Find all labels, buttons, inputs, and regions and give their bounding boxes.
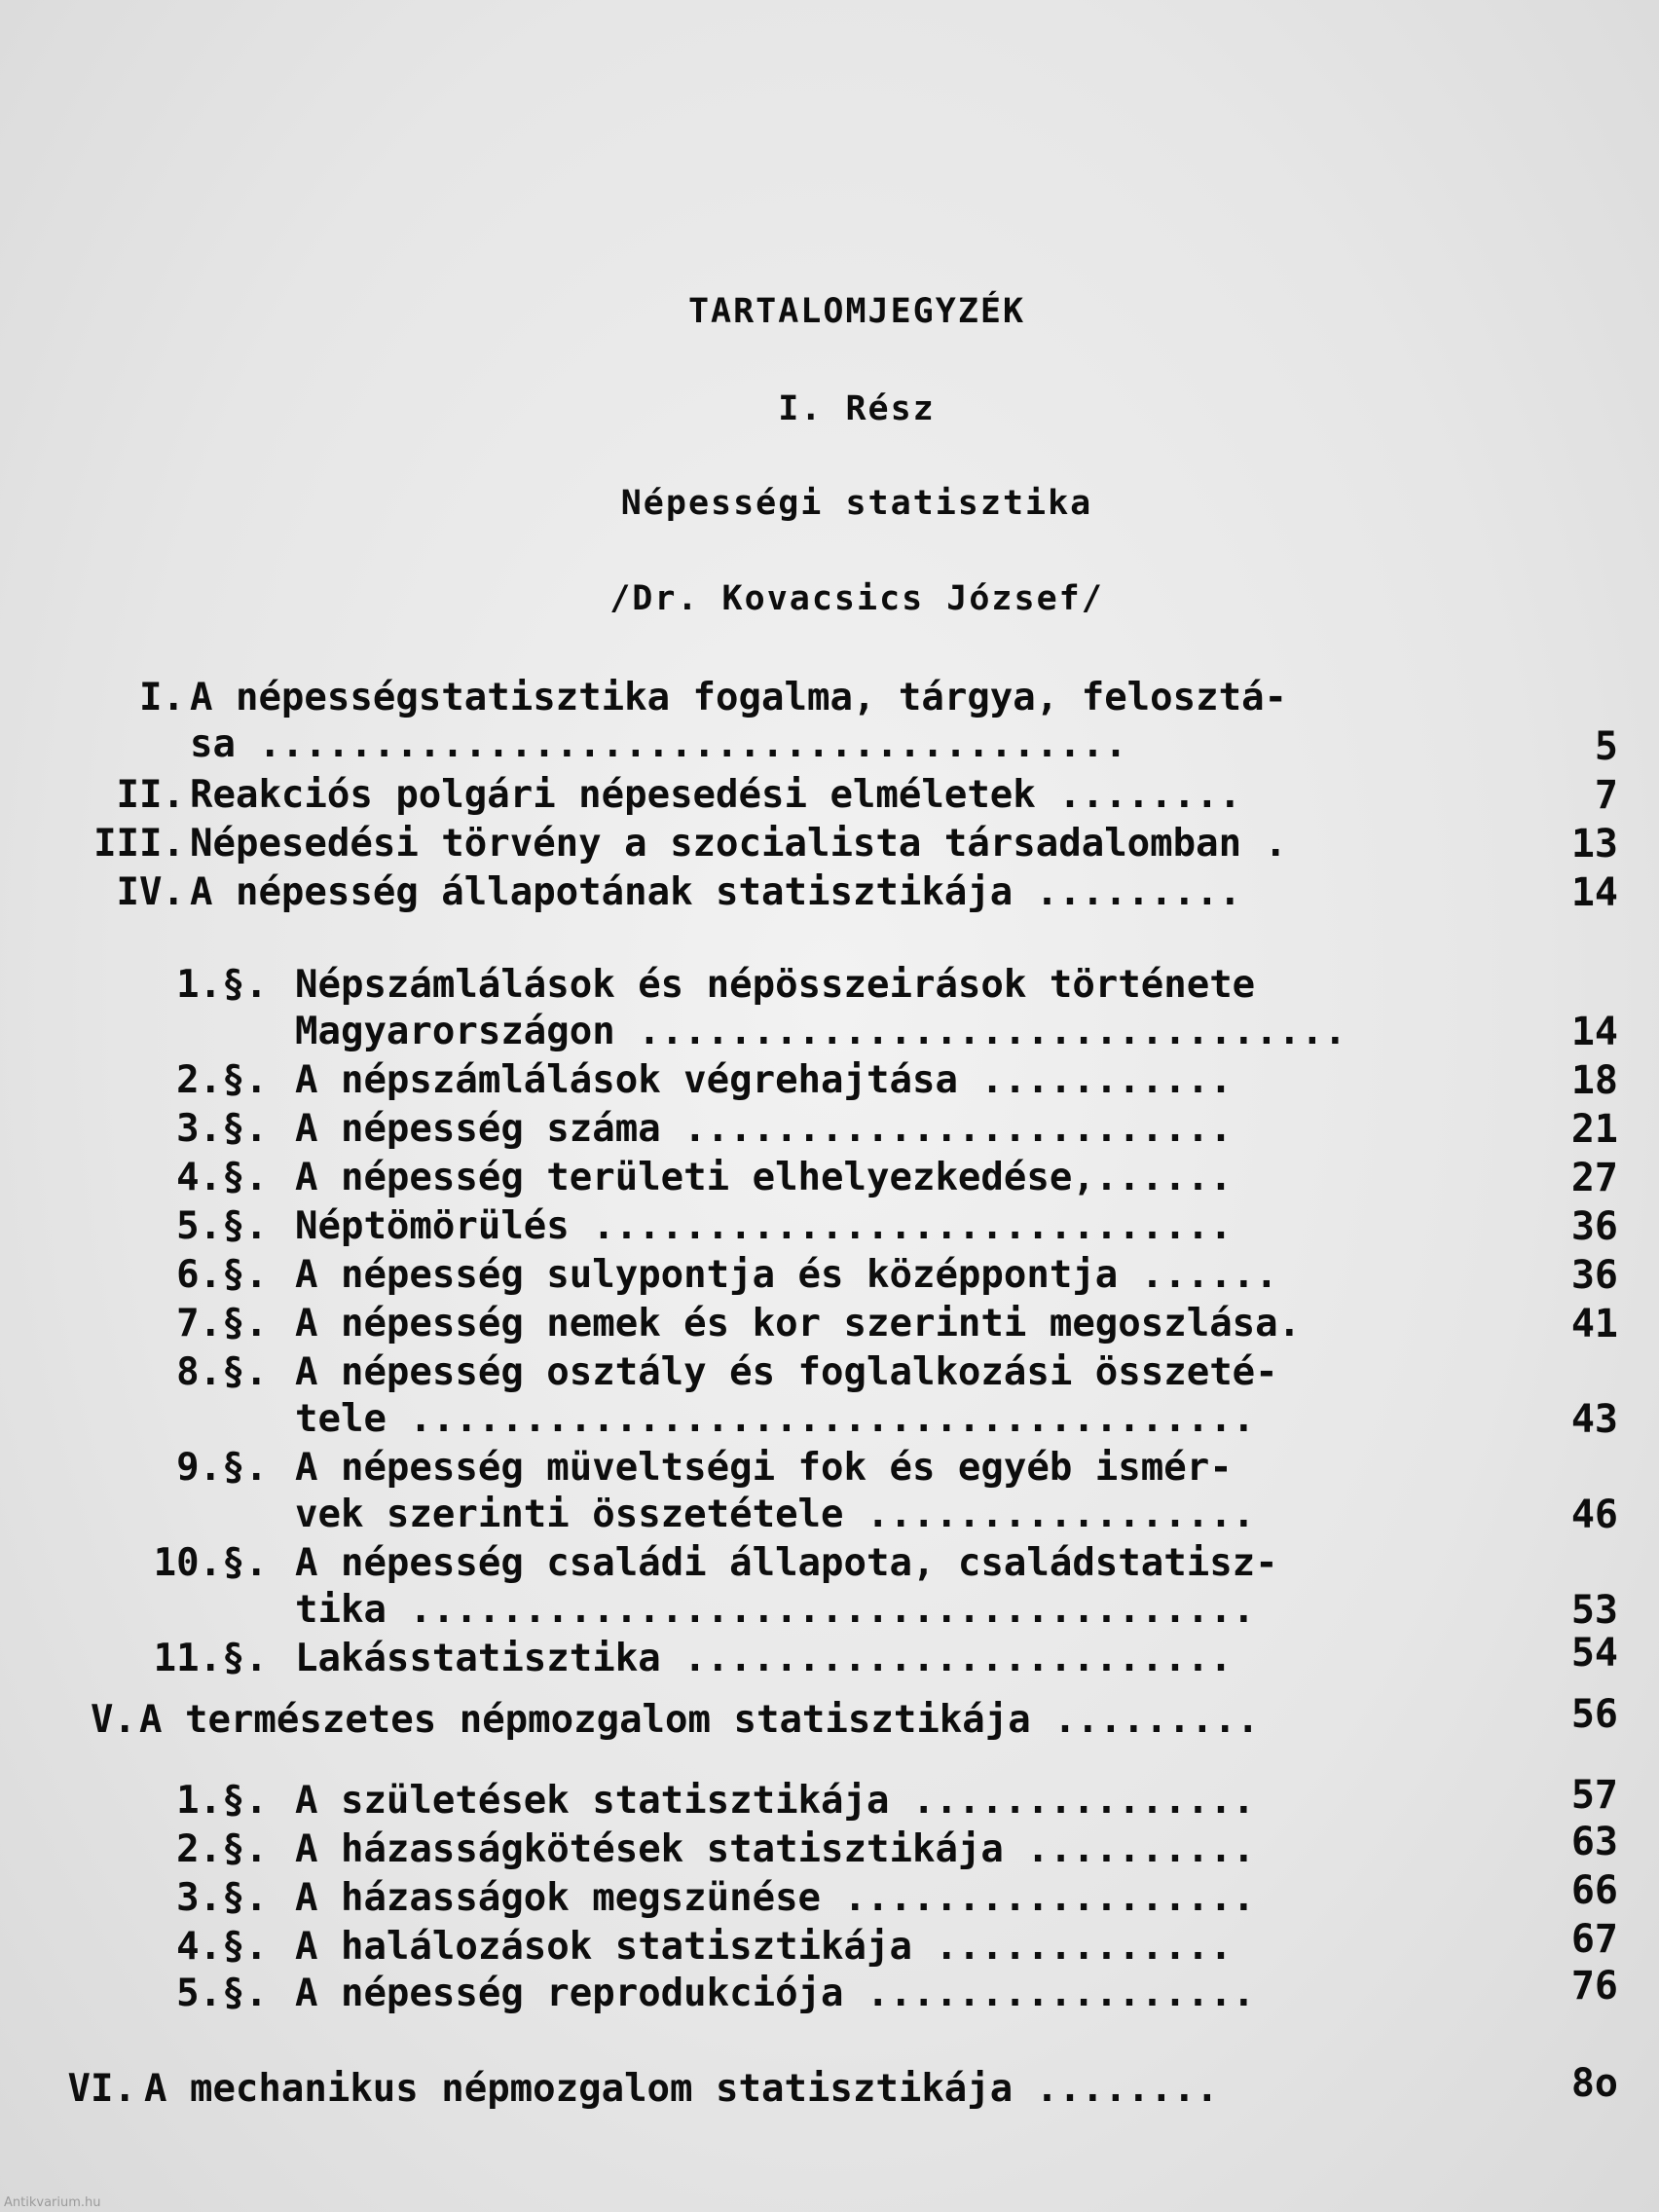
- entry-number: 6.§.: [176, 1253, 268, 1297]
- entry-title-line: A népesség állapotának statisztikája .........: [190, 870, 1242, 914]
- entry-number: 5.§.: [176, 1204, 268, 1248]
- entry-title-line: Lakásstatisztika ........................: [295, 1637, 1233, 1680]
- entry-page-number: 63: [1570, 1820, 1618, 1864]
- entry-title-line: tika .....................................: [295, 1588, 1256, 1632]
- entry-number: 7.§.: [176, 1302, 268, 1346]
- entry-title-line: A természetes népmozgalom statisztikája .........: [139, 1698, 1260, 1742]
- entry-title-line: sa ......................................: [190, 722, 1127, 766]
- entry-title-line: A népszámlálások végrehajtása ...........: [295, 1058, 1233, 1102]
- entry-number: 5.§.: [176, 1972, 268, 2015]
- entry-number: 3.§.: [176, 1107, 268, 1151]
- entry-title-line: A népesség száma ........................: [295, 1107, 1233, 1151]
- entry-page-number: 54: [1570, 1631, 1618, 1676]
- entry-title-line: Magyarországon ...............................: [295, 1010, 1347, 1053]
- entry-title-line: A népesség müveltségi fok és egyéb ismér-: [295, 1446, 1233, 1490]
- entry-title-line: Népesedési törvény a szocialista társadalomban .: [190, 822, 1288, 866]
- entry-number: 4.§.: [176, 1925, 268, 1969]
- entry-page-number: 36: [1570, 1204, 1618, 1249]
- entry-title-line: Néptömörülés ............................: [295, 1204, 1233, 1248]
- author-line: /Dr. Kovacsics József/: [609, 579, 1104, 618]
- entry-page-number: 41: [1570, 1302, 1618, 1346]
- entry-title-line: A születések statisztikája ...............: [295, 1779, 1256, 1823]
- entry-title-line: Népszámlálások és népösszeirások története: [295, 963, 1256, 1007]
- entry-title-line: A népesség sulypontja és középpontja ......: [295, 1253, 1278, 1297]
- entry-title-line: tele .....................................: [295, 1397, 1256, 1441]
- entry-title-line: A népesség családi állapota, családstatisz-: [295, 1541, 1278, 1585]
- entry-number: 2.§.: [176, 1058, 268, 1102]
- entry-number: 1.§.: [176, 963, 268, 1007]
- entry-number: 2.§.: [176, 1827, 268, 1871]
- entry-title-line: Reakciós polgári népesedési elméletek ........: [190, 773, 1242, 817]
- entry-page-number: 57: [1570, 1773, 1618, 1818]
- entry-title-line: A mechanikus népmozgalom statisztikája ........: [144, 2067, 1219, 2111]
- entry-page-number: 14: [1570, 870, 1618, 915]
- entry-title-line: A népességstatisztika fogalma, tárgya, felosztá-: [190, 676, 1288, 719]
- entry-number: III.: [93, 822, 185, 866]
- entry-page-number: 46: [1570, 1493, 1618, 1537]
- entry-page-number: 43: [1570, 1397, 1618, 1442]
- entry-number: V.: [91, 1698, 136, 1742]
- entry-page-number: 66: [1570, 1868, 1618, 1913]
- entry-number: VI.: [67, 2067, 136, 2111]
- entry-number: II.: [116, 773, 185, 817]
- entry-number: IV.: [116, 870, 185, 914]
- entry-title-line: A házasságkötések statisztikája ..........: [295, 1827, 1256, 1871]
- entry-page-number: 7: [1594, 773, 1618, 818]
- entry-number: 3.§.: [176, 1876, 268, 1920]
- section-subtitle: Népességi statisztika: [620, 484, 1093, 523]
- entry-page-number: 18: [1570, 1058, 1618, 1103]
- watermark: Antikvarium.hu: [4, 2195, 101, 2210]
- entry-page-number: 27: [1570, 1156, 1618, 1200]
- entry-page-number: 5: [1594, 724, 1618, 769]
- toc-title: TARTALOMJEGYZÉK: [687, 292, 1026, 331]
- entry-title-line: vek szerinti összetétele .................: [295, 1493, 1256, 1536]
- entry-title-line: A népesség osztály és foglalkozási összeté-: [295, 1350, 1278, 1394]
- entry-title-line: A népesség területi elhelyezkedése,......: [295, 1156, 1233, 1199]
- part-heading: I. Rész: [778, 389, 936, 428]
- entry-page-number: 8o: [1570, 2061, 1618, 2106]
- entry-page-number: 13: [1570, 822, 1618, 866]
- entry-number: 4.§.: [176, 1156, 268, 1199]
- entry-number: I.: [139, 676, 185, 719]
- entry-number: 11.§.: [153, 1637, 268, 1680]
- entry-page-number: 14: [1570, 1010, 1618, 1054]
- entry-title-line: A népesség reprodukciója .................: [295, 1972, 1256, 2015]
- entry-page-number: 67: [1570, 1917, 1618, 1962]
- entry-number: 10.§.: [153, 1541, 268, 1585]
- entry-title-line: A házasságok megszünése ..................: [295, 1876, 1256, 1920]
- entry-page-number: 53: [1570, 1588, 1618, 1633]
- entry-title-line: A halálozások statisztikája .............: [295, 1925, 1233, 1969]
- entry-number: 8.§.: [176, 1350, 268, 1394]
- entry-page-number: 76: [1570, 1964, 1618, 2009]
- entry-number: 1.§.: [176, 1779, 268, 1823]
- entry-title-line: A népesség nemek és kor szerinti megoszlása.: [295, 1302, 1302, 1346]
- entry-number: 9.§.: [176, 1446, 268, 1490]
- entry-page-number: 21: [1570, 1107, 1618, 1152]
- entry-page-number: 56: [1570, 1692, 1618, 1737]
- entry-page-number: 36: [1570, 1253, 1618, 1298]
